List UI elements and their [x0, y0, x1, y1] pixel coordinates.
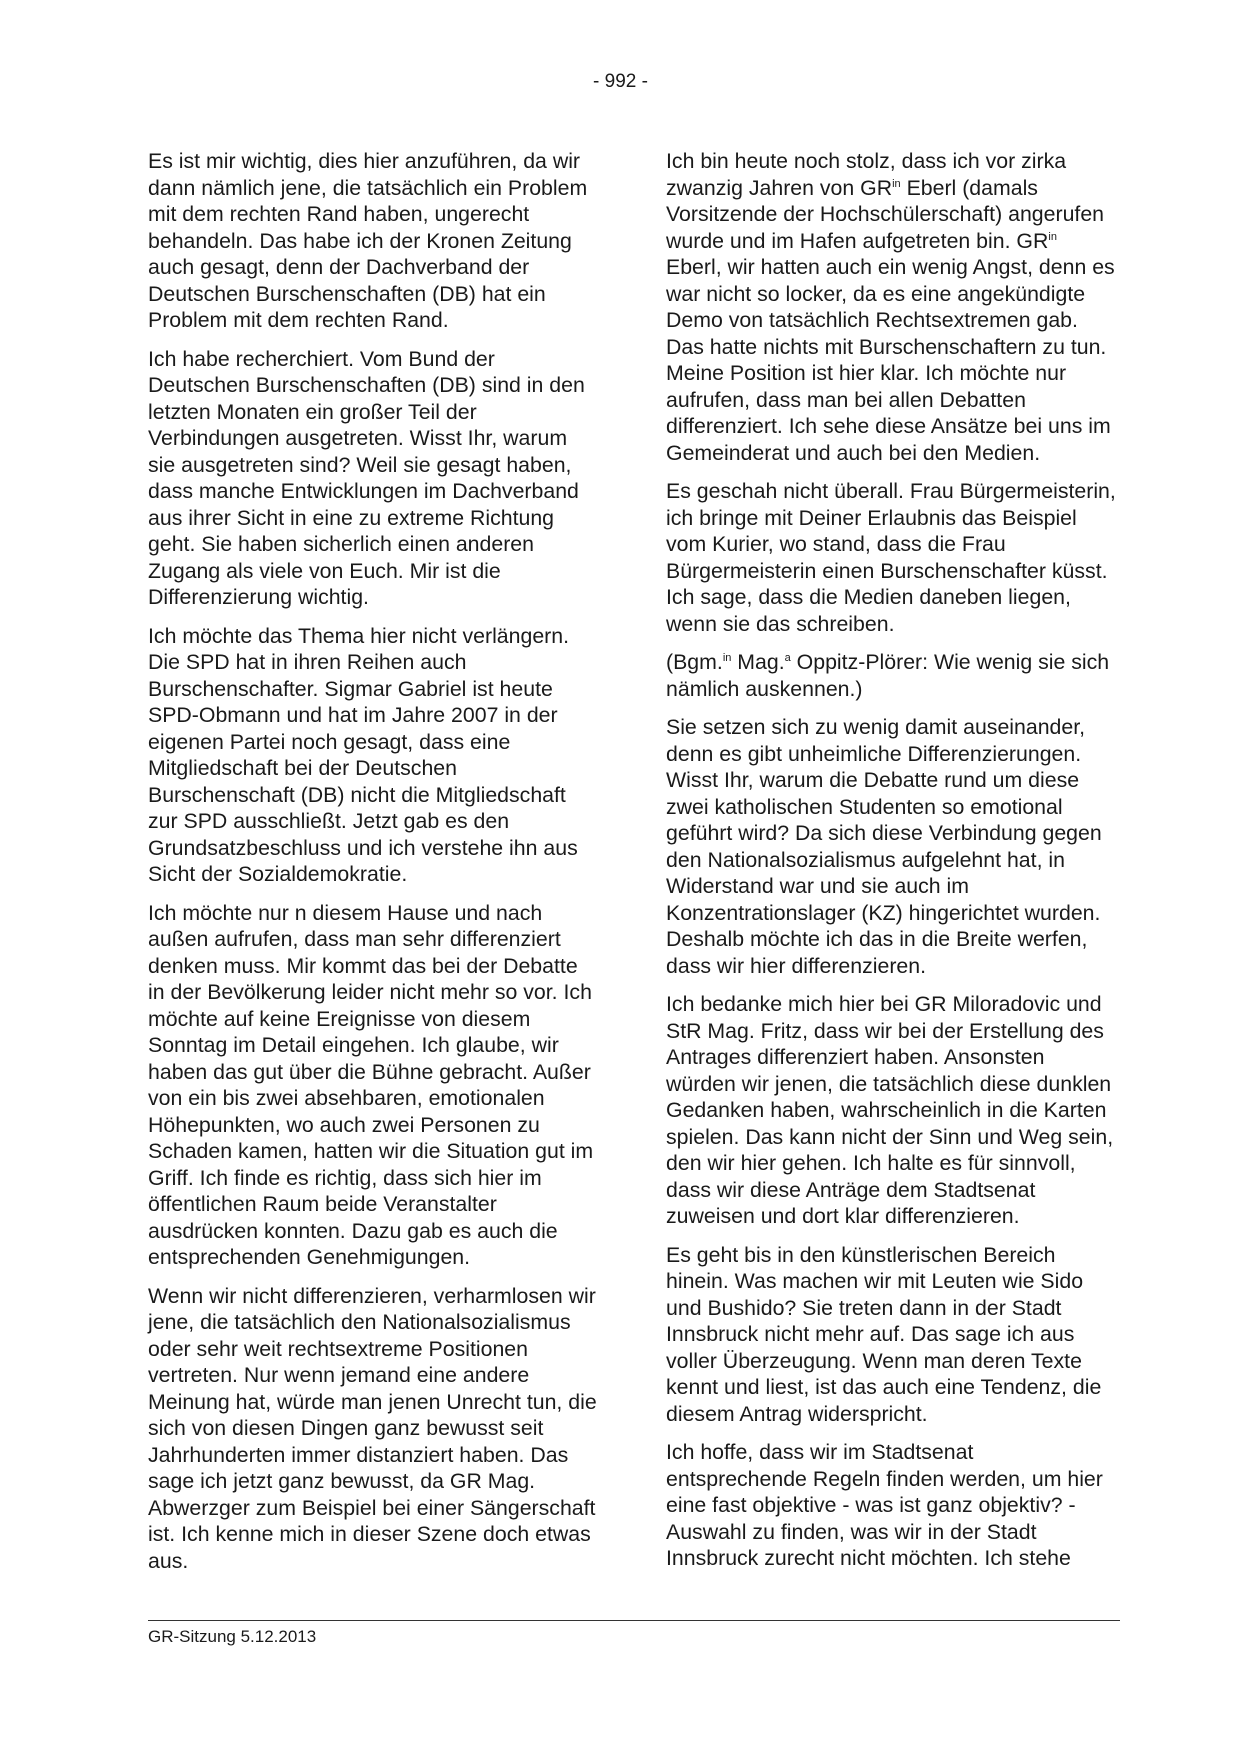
- paragraph: Ich möchte das Thema hier nicht verlängern. Die SPD hat in ihren Reihen auch Burschenschafter. Sigmar Gabriel ist heute SPD-Obmann und hat im Jahre 2007 in der eigenen Partei noch gesagt, dass eine Mitgliedschaft bei der Deutschen Burschenschaft (DB) nicht die Mitgliedschaft zur SPD ausschließt. Jetzt gab es den Grundsatzbeschluss und ich verstehe ihn aus Sicht der Sozialdemokratie.: [148, 623, 578, 886]
- text-segment: (Bgm.: [666, 650, 723, 674]
- paragraph: Ich bedanke mich hier bei GR Miloradovic und StR Mag. Fritz, dass wir bei der Erstellung des Antrages differenziert haben. Ansonsten würden wir jenen, die tatsächlich diese dunklen Gedanken haben, wahrscheinlich in die Karten spielen. Das kann nicht der Sinn und Weg sein, den wir hier gehen. Ich halte es für sinnvoll, dass wir diese Anträge dem Stadtsenat zuweisen und dort klar differenzieren.: [666, 992, 1114, 1228]
- paragraph: Es geht bis in den künstlerischen Bereich hinein. Was machen wir mit Leuten wie Sido und Bushido? Sie treten dann in der Stadt Innsbruck nicht mehr auf. Das sage ich aus voller Überzeugung. Wenn man deren Texte kennt und liest, ist das auch eine Tendenz, die diesem Antrag widerspricht.: [666, 1242, 1102, 1426]
- footer-text: GR-Sitzung 5.12.2013: [148, 1627, 317, 1646]
- text-segment: Eberl (damals Vorsitzende der Hochschülerschaft) angerufen wurde und im Hafen aufgetreten bin. GR: [666, 175, 1105, 253]
- paragraph: Wenn wir nicht differenzieren, verharmlosen wir jene, die tatsächlich den Nationalsozialismus oder sehr weit rechtsextreme Positionen vertreten. Nur wenn jemand eine andere Meinung hat, würde man jenen Unrecht tun, die sich von diesen Dingen ganz bewusst seit Jahrhunderten immer distanziert haben. Das sage ich jetzt ganz bewusst, da GR Mag. Abwerzger zum Beispiel bei einer Sängerschaft ist. Ich kenne mich in dieser Szene doch etwas aus.: [148, 1283, 597, 1573]
- interjection: [666, 649, 1118, 702]
- text-segment: Oppitz-Plörer: Wie wenig sie sich nämlich auskennen.): [666, 650, 1110, 701]
- text-segment: Ich bin heute noch stolz, dass ich vor zirka zwanzig Jahren von GR: [666, 149, 1067, 200]
- superscript: a: [784, 652, 791, 664]
- paragraph: Sie setzen sich zu wenig damit auseinander, denn es gibt unheimliche Differenzierungen. Wisst Ihr, warum die Debatte rund um diese zwei katholischen Studenten so emotional geführt wird? Da sich diese Verbindung gegen den Nationalsozialismus aufgelehnt hat, in Widerstand war und sie auch im Konzentrationslager (KZ) hingerichtet wurden. Deshalb möchte ich das in die Breite werfen, dass wir hier differenzieren.: [666, 715, 1102, 978]
- right-column: [666, 148, 1118, 1584]
- page-number: - 992 -: [593, 71, 648, 92]
- superscript: in: [892, 177, 901, 190]
- paragraph: [666, 148, 1118, 466]
- paragraph: Es geschah nicht überall. Frau Bürgermeisterin, ich bringe mit Deiner Erlaubnis das Beispiel vom Kurier, wo stand, dass die Frau Bürgermeisterin einen Burschenschafter küsst. Ich sage, dass die Medien daneben liegen, wenn sie das schreiben.: [666, 479, 1116, 636]
- paragraph: Ich möchte nur n diesem Hause und nach außen aufrufen, dass man sehr differenziert denken muss. Mir kommt das bei der Debatte in der Bevölkerung leider nicht mehr so vor. Ich möchte auf keine Ereignisse von diesem Sonntag im Detail eingehen. Ich glaube, wir haben das gut über die Bühne gebracht. Außer von ein bis zwei absehbaren, emotionalen Höhepunkten, wo auch zwei Personen zu Schaden kamen, hatten wir die Situation gut im Griff. Ich finde es richtig, dass sich hier im öffentlichen Raum beide Veranstalter ausdrücken konnten. Dazu gab es auch die entsprechenden Genehmigungen.: [148, 900, 594, 1269]
- text-segment: Eberl, wir hatten auch ein wenig Angst, denn es war nicht so locker, da es eine angekündigte Demo von tatsächlich Rechtsextremen gab. Das hatte nichts mit Burschenschaftern zu tun. Meine Position ist hier klar. Ich möchte nur aufrufen, dass man bei allen Debatten differenziert. Ich sehe diese Ansätze bei uns im Gemeinderat und auch bei den Medien.: [666, 255, 1115, 465]
- left-column: [148, 148, 600, 1586]
- text-segment: Mag.: [731, 650, 785, 674]
- paragraph: Ich hoffe, dass wir im Stadtsenat entsprechende Regeln finden werden, um hier eine fast objektive - was ist ganz objektiv? - Auswahl zu finden, was wir in der Stadt Innsbruck zurecht nicht möchten. Ich stehe: [666, 1440, 1103, 1570]
- footer-divider: [148, 1620, 1120, 1621]
- superscript: in: [1048, 230, 1057, 243]
- superscript: in: [722, 652, 732, 664]
- paragraph: Es ist mir wichtig, dies hier anzuführen, da wir dann nämlich jene, die tatsächlich ein Problem mit dem rechten Rand haben, ungerecht behandeln. Das habe ich der Kronen Zeitung auch gesagt, denn der Dachverband der Deutschen Burschenschaften (DB) hat ein Problem mit dem rechten Rand.: [148, 149, 588, 332]
- paragraph: Ich habe recherchiert. Vom Bund der Deutschen Burschenschaften (DB) sind in den letzten Monaten ein großer Teil der Verbindungen ausgetreten. Wisst Ihr, warum sie ausgetreten sind? Weil sie gesagt haben, dass manche Entwicklungen im Dachverband aus ihrer Sicht in eine zu extreme Richtung geht. Sie haben sicherlich einen anderen Zugang als viele von Euch. Mir ist die Differenzierung wichtig.: [148, 346, 585, 609]
